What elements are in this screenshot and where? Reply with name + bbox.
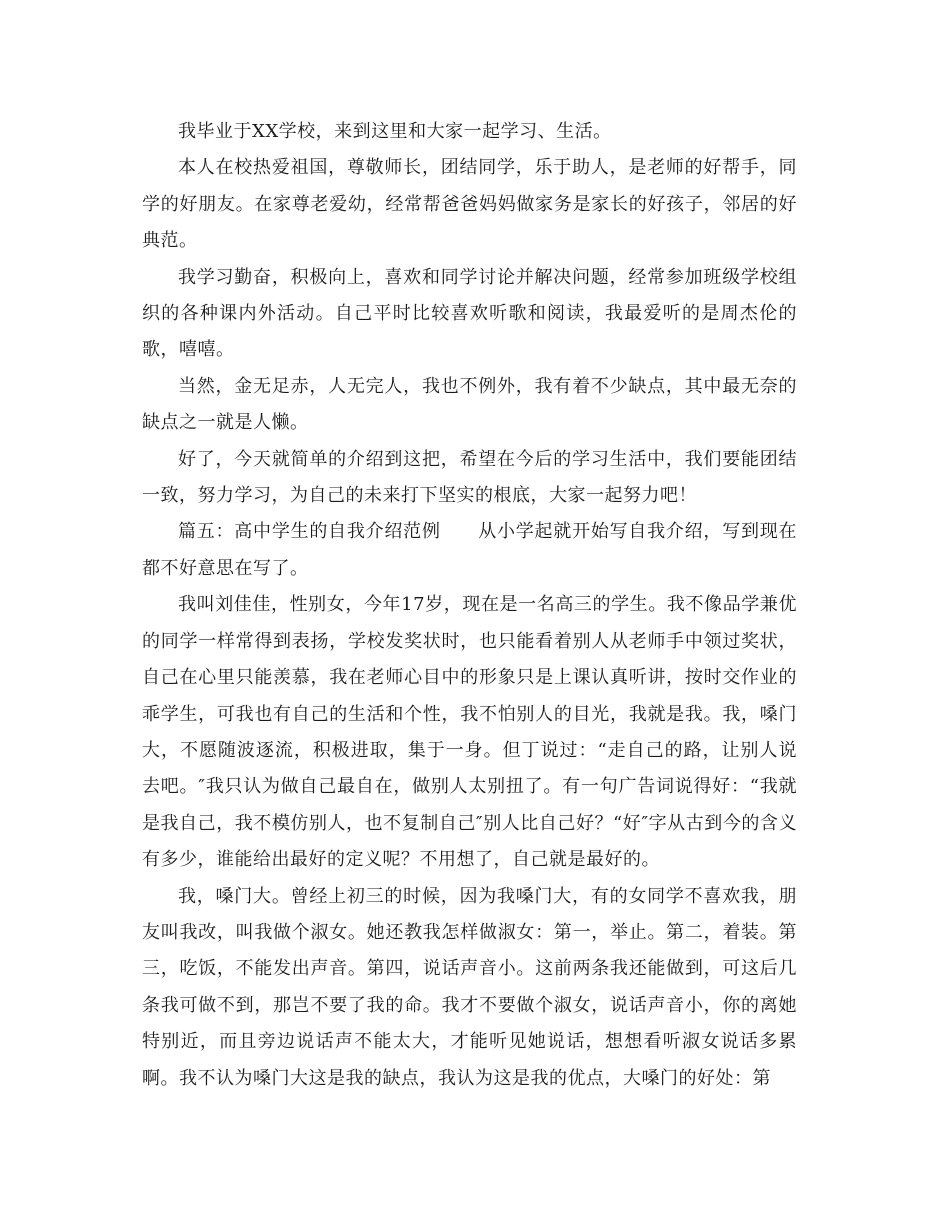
- paragraph-8: 我，嗓门大。曾经上初三的时候，因为我嗓门大，有的女同学不喜欢我，朋友叫我改，叫我做个淑女。她还教我怎样做淑女：第一，举止。第二，着装。第三，吃饭，不能发出声音。第四，说话声音小。这前两条我还能做到，可这后几条我可做不到，那岂不要了我的命。我才不要做个淑女，说话声音小，你的离她特别近，而且旁边说话声不能太大，才能听见她说话，想想看听淑女说话多累啊。我不认为嗓门大这是我的缺点，我认为这是我的优点，大嗓门的好处：第: [142, 885, 797, 1089]
- paragraph-5: 好了，今天就简单的介绍到这把，希望在今后的学习生活中，我们要能团结一致，努力学习，为自己的未来打下坚实的根底，大家一起努力吧！: [142, 448, 797, 507]
- paragraph-7: 我叫刘佳佳，性别女，今年17岁，现在是一名高三的学生。我不像品学兼优的同学一样常得到表扬，学校发奖状时，也只能看着别人从老师手中领过奖状，自己在心里只能羡慕，我在老师心目中的形象只是上课认真听讲，按时交作业的乖学生，可我也有自己的生活和个性，我不怕别人的目光，我就是我。我，嗓门大，不愿随波逐流，积极进取，集于一身。但丁说过：“走自己的路，让别人说去吧。″我只认为做自己最自在，做别人太别扭了。有一句广告词说得好：“我就是我自己，我不模仿别人，也不复制自己″别人比自己好？“好″字从古到今的含义有多少，谁能给出最好的定义呢？不用想了，自己就是最好的。: [142, 594, 797, 871]
- paragraph-4: 当然，金无足赤，人无完人，我也不例外，我有着不少缺点，其中最无奈的缺点之一就是人懒。: [142, 375, 797, 434]
- paragraph-3: 我学习勤奋，积极向上，喜欢和同学讨论并解决问题，经常参加班级学校组织的各种课内外活动。自己平时比较喜欢听歌和阅读，我最爱听的是周杰伦的歌，嘻嘻。: [142, 266, 797, 361]
- paragraph-2: 本人在校热爱祖国，尊敬师长，团结同学，乐于助人，是老师的好帮手，同学的好朋友。在家尊老爱幼，经常帮爸爸妈妈做家务是家长的好孩子，邻居的好典范。: [142, 157, 797, 252]
- paragraph-1: 我毕业于XX学校，来到这里和大家一起学习、生活。: [178, 121, 612, 142]
- document-body: [142, 114, 797, 1097]
- section-heading-paragraph: 篇五：高中学生的自我介绍范例 从小学起就开始写自我介绍，写到现在都不好意思在写了。: [142, 521, 797, 579]
